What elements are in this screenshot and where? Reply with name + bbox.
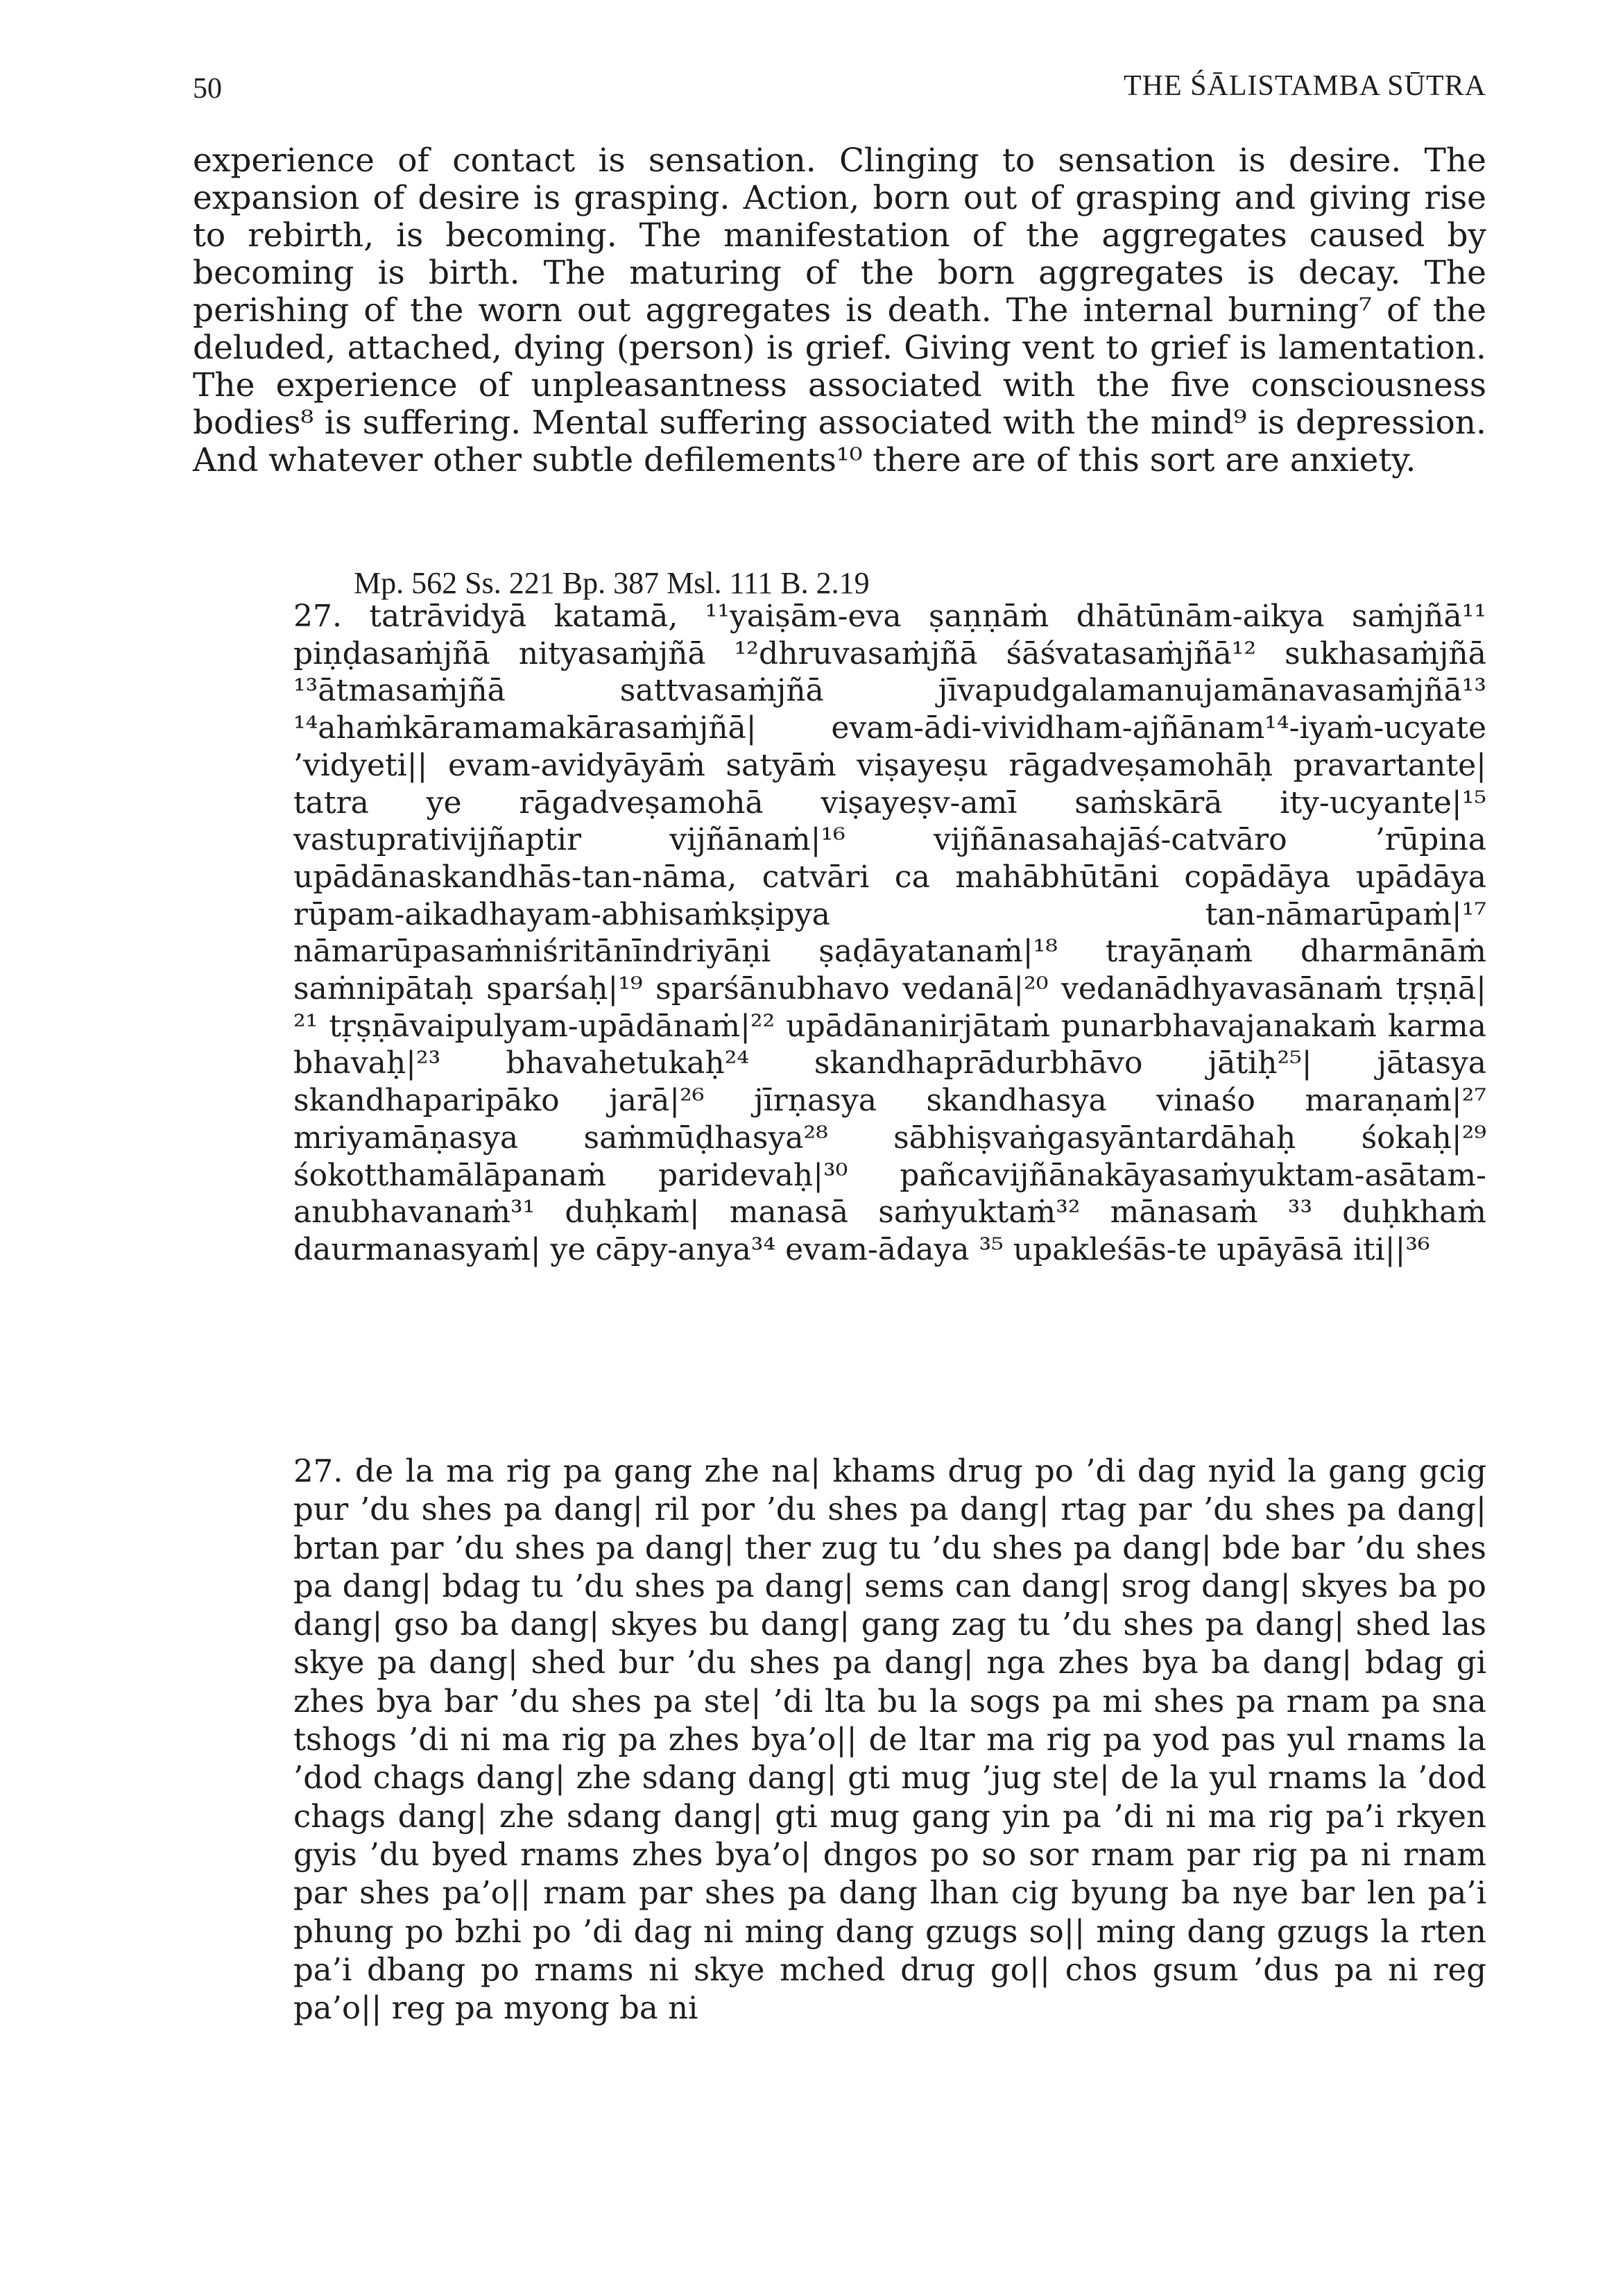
source-references: Mp. 562 Ss. 221 Bp. 387 Msl. 111 B. 2.19 bbox=[354, 566, 870, 600]
running-header bbox=[193, 69, 1486, 111]
running-title: THE ŚĀLISTAMBA SŪTRA bbox=[1123, 70, 1486, 102]
page-number: 50 bbox=[193, 73, 222, 105]
sanskrit-paragraph: 27. tatrāvidyā katamā, ¹¹yaiṣām-eva ṣaṇṇāṁ dhātūnām-aikya saṁjñā¹¹ piṇḍasaṁjñā nityasaṁjñā ¹²dhruvasaṁjñā śāśvatasaṁjñā¹² sukhasaṁjñā ¹³ātmasaṁjñā sattvasaṁjñā jīvapudgalamanujamānavasaṁjñā¹³ ¹⁴ahaṁkāramamakārasaṁjñā| evam-ādi-vividham-ajñānam¹⁴-iyaṁ-ucyate ’vidyeti|| evam-avidyāyāṁ satyāṁ viṣayeṣu rāgadveṣamohāḥ pravartante| tatra ye rāgadveṣamohā viṣayeṣv-amī saṁskārā ity-ucyante|¹⁵ vastuprativijñaptir vijñānaṁ|¹⁶ vijñānasahajāś-catvāro ’rūpina upādānaskandhās-tan-nāma, catvāri ca mahābhūtāni copādāya upādāya rūpam-aikadhayam-abhisaṁkṣipya tan-nāmarūpaṁ|¹⁷ nāmarūpasaṁniśritānīndriyāṇi ṣaḍāyatanaṁ|¹⁸ trayāṇaṁ dharmānāṁ saṁnipātaḥ sparśaḥ|¹⁹ sparśānubhavo vedanā|²⁰ vedanādhyavasānaṁ tṛṣṇā|²¹ tṛṣṇāvaipulyam-upādānaṁ|²² upādānanirjātaṁ punarbhavajanakaṁ karma bhavaḥ|²³ bhavahetukaḥ²⁴ skandhaprādurbhāvo jātiḥ²⁵| jātasya skandhaparipāko jarā|²⁶ jīrṇasya skandhasya vinaśo maraṇaṁ|²⁷ mriyamāṇasya saṁmūḍhasya²⁸ sābhiṣvaṅgasyāntardāhaḥ śokaḥ|²⁹ śokotthamālāpanaṁ paridevaḥ|³⁰ pañcavijñānakāyasaṁyuktam-asātam-anubhavanaṁ³¹ duḥkaṁ| manasā saṁyuktaṁ³² mānasaṁ ³³ duḥkhaṁ daurmanasyaṁ| ye cāpy-anya³⁴ evam-ādaya ³⁵ upakleśās-te upāyāsā iti||³⁶ bbox=[293, 599, 1486, 1267]
tibetan-paragraph: 27. de la ma rig pa gang zhe na| khams drug po ’di dag nyid la gang gcig pur ’du shes pa dang| ril por ’du shes pa dang| rtag par ’du shes pa dang| brtan par ’du shes pa dang| ther zug tu ’du shes pa dang| bde bar ’du shes pa dang| bdag tu ’du shes pa dang| sems can dang| srog dang| skyes ba po dang| gso ba dang| skyes bu dang| gang zag tu ’du shes pa dang| shed las skye pa dang| shed bur ’du shes pa dang| nga zhes bya ba dang| bdag gi zhes bya bar ’du shes pa ste| ’di lta bu la sogs pa mi shes pa rnam pa sna tshogs ’di ni ma rig pa zhes bya’o|| de ltar ma rig pa yod pas yul rnams la ’dod chags dang| zhe sdang dang| gti mug ’jug ste| de la yul rnams la ’dod chags dang| zhe sdang dang| gti mug gang yin pa ’di ni ma rig pa’i rkyen gyis ’du byed rnams zhes bya’o| dngos po so sor rnam par rig pa ni rnam par shes pa’o|| rnam par shes pa dang lhan cig byung ba nye bar len pa’i phung po bzhi po ’di dag ni ming dang gzugs so|| ming dang gzugs la rten pa’i dbang po rnams ni skye mched drug go|| chos gsum ’dus pa ni reg pa’o|| reg pa myong ba ni bbox=[293, 1453, 1486, 2027]
translation-paragraph: experience of contact is sensation. Clinging to sensation is desire. The expansion of desire is grasping. Action, born out of grasping and giving rise to rebirth, is becoming. The manifestation of the aggregates caused by becoming is birth. The maturing of the born aggregates is decay. The perishing of the worn out aggregates is death. The internal burning⁷ of the deluded, attached, dying (person) is grief. Giving vent to grief is lamentation. The experience of unpleasantness associated with the five consciousness bodies⁸ is suffering. Mental suffering associated with the mind⁹ is depression. And whatever other subtle defilements¹⁰ there are of this sort are anxiety. bbox=[193, 142, 1486, 479]
